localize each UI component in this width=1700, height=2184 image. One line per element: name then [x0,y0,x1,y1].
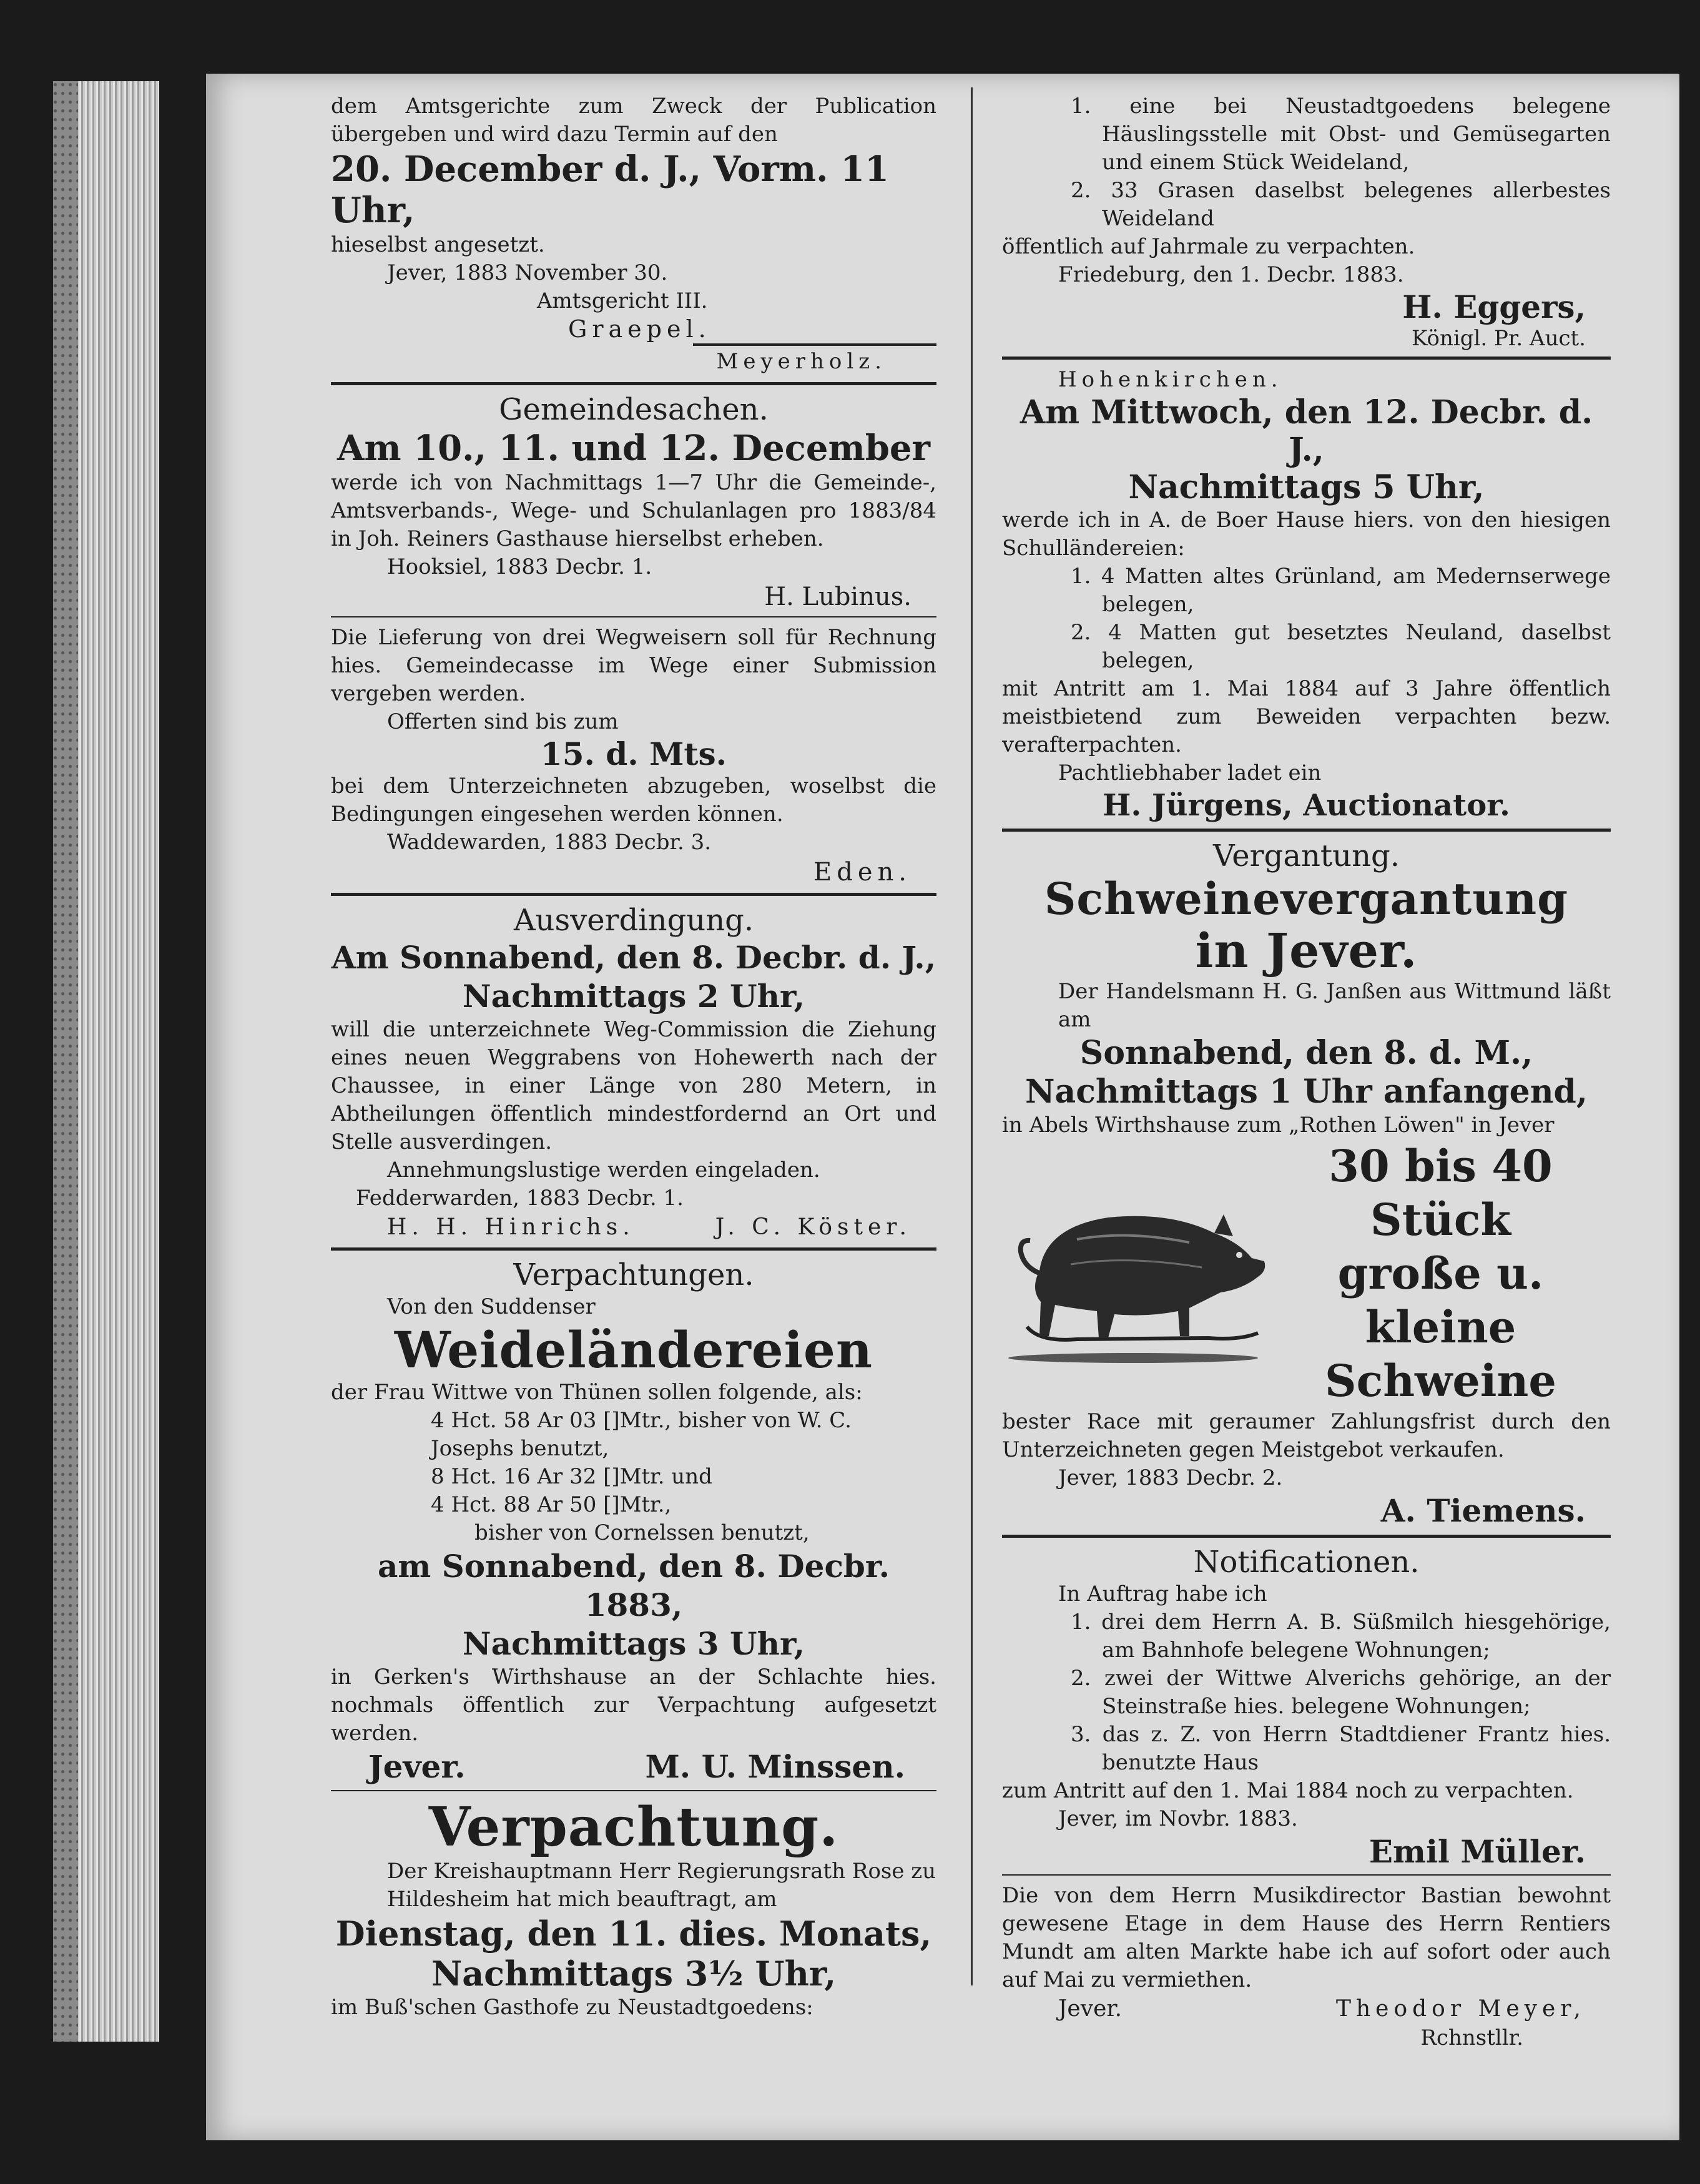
hohenkirchen-invite: Pachtliebhaber ladet ein [1058,760,1322,785]
notificationen-item-1: 1. drei dem Herrn A. B. Süßmilch hiesgehörige, am Bahnhofe belegene Wohnungen; [1071,1610,1611,1663]
friedeburg-signer-title: Königl. Pr. Auct. [1412,326,1586,351]
hohenkirchen-text: werde ich in A. de Boer Hause hiers. von den hiesigen Schulländereien: [1002,508,1611,561]
hohenkirchen-section [1002,366,1611,824]
verpachtungen-item-2: 8 Hct. 16 Ar 32 []Mtr. und [431,1464,712,1489]
verpachtungen-item-1: 4 Hct. 58 Ar 03 []Mtr., bisher von W. C. Josephs benutzt, [431,1408,852,1461]
column-divider [971,87,973,1985]
friedeburg-place: Friedeburg, den 1. Decbr. 1883. [1058,262,1404,287]
hohenkirchen-item-2: 2. 4 Matten gut besetztes Neuland, daselbst belegen, [1071,620,1611,673]
ausverdingung-date1: Am Sonnabend, den 8. Decbr. d. J., [331,939,936,976]
ausverdingung-section [331,902,936,1242]
notice-date: 20. December d. J., Vorm. 11 Uhr, [331,149,890,231]
vergantung-title1: Schweinevergantung [1044,873,1569,925]
etage-signer: Theodor Meyer, [1335,1996,1586,2022]
verpachtungen-item-3: 4 Hct. 88 Ar 50 []Mtr., [431,1492,672,1517]
ausverdingung-signer2: J. C. Köster. [715,1214,911,1240]
notificationen-text: zum Antritt auf den 1. Mai 1884 noch zu verpachten. [1002,1778,1574,1803]
etage-section [1002,1882,1611,2052]
vergantung-big2: große u. kleine [1337,1247,1544,1353]
etage-text: Die von dem Herrn Musikdirector Bastian bewohnt gewesene Etage in dem Hause des Herrn Rentiers Mundt am alten Markte habe ich auf sofort oder auch auf Mai zu vermiethen. [1002,1883,1611,1992]
wegweiser-date: 15. d. Mts. [540,735,727,772]
wegweiser-text2: bei dem Unterzeichneten abzugeben, woselbst die Bedingungen eingesehen werden können. [331,774,936,827]
friedeburg-signer: H. Eggers, [1402,288,1586,325]
notificationen-intro: In Auftrag habe ich [1058,1581,1267,1606]
verpachtungen-text2: in Gerken's Wirthshause an der Schlachte hies. nochmals öffentlich zur Verpachtung aufgesetzt werden. [331,1665,936,1746]
hohenkirchen-place-head: Hohenkirchen. [1058,367,1283,392]
verpachtung-text2: im Buß'schen Gasthofe zu Neustadtgoedens: [331,1995,813,2020]
verpachtung-title: Verpachtung. [428,1796,839,1859]
section-rule [1002,829,1611,832]
vergantung-section [1002,838,1611,1530]
hohenkirchen-signer: H. Jürgens, Auctionator. [1103,788,1510,823]
vergantung-signer: A. Tiemens. [1380,1492,1586,1529]
gemeinde-signer: H. Lubinus. [764,583,911,611]
vergantung-big1: 30 bis 40 Stück [1329,1140,1553,1246]
ausverdingung-signer1: H. H. Hinrichs. [387,1214,635,1240]
etage-signer-title: Rchnstllr. [1420,2025,1523,2050]
notificationen-heading: Notificationen. [1193,1545,1420,1580]
notice-signer1: Graepel. [568,315,711,343]
verpachtungen-sub: Von den Suddenser [387,1294,596,1319]
ausverdingung-place: Fedderwarden, 1883 Decbr. 1. [356,1186,684,1211]
section-rule [331,382,936,385]
verpachtung-date1: Dienstag, den 11. dies. Monats, [335,1914,932,1954]
section-rule [331,1790,936,1791]
hohenkirchen-item-1: 1. 4 Matten altes Grünland, am Medernserwege belegen, [1071,564,1611,617]
vergantung-heading: Vergantung. [1213,839,1400,873]
vergantung-date1: Sonnabend, den 8. d. M., [1079,1034,1533,1072]
hohenkirchen-text2: mit Antritt am 1. Mai 1884 auf 3 Jahre öffentlich meistbietend zum Beweiden verpachten bezw. verafterpachten. [1002,676,1611,757]
verpachtungen-place: Jever. [368,1748,466,1785]
notificationen-section [1002,1544,1611,1871]
verpachtungen-title: Weideländereien [394,1321,873,1379]
vergantung-place: Jever, 1883 Decbr. 2. [1058,1465,1283,1490]
verpachtungen-item-4: bisher von Cornelssen benutzt, [474,1520,810,1545]
etage-signers [1002,1994,1611,2024]
verpachtung-date2: Nachmittags 3½ Uhr, [431,1954,837,1994]
notice-text: dem Amtsgerichte zum Zweck der Publication übergeben und wird dazu Termin auf den [331,94,936,147]
vergantung-big3: Schweine [1325,1355,1556,1407]
pig-row [1002,1139,1611,1408]
verpachtungen-signer: M. U. Minssen. [645,1748,905,1785]
vergantung-title2: in Jever. [1195,923,1418,978]
verpachtungen-section [331,1257,936,1786]
vergantung-text2: in Abels Wirthshause zum „Rothen Löwen" in Jever [1002,1113,1555,1138]
vergantung-date2: Nachmittags 1 Uhr anfangend, [1025,1073,1588,1111]
gemeinde-heading: Gemeindesachen. [499,392,769,427]
ausverdingung-signers [331,1213,936,1242]
vergantung-text: Der Handelsmann H. G. Janßen aus Wittmund läßt am [1058,979,1611,1032]
notificationen-item-2: 2. zwei der Wittwe Alverichs gehörige, an der Steinstraße hies. belegene Wohnungen; [1071,1666,1611,1719]
book-edge-speckle [53,81,78,2042]
pig-headline [1270,1139,1611,1408]
notificationen-place: Jever, im Novbr. 1883. [1058,1806,1298,1831]
pig-illustration [1002,1183,1270,1364]
gemeinde-dates: Am 10., 11. und 12. December [337,428,930,469]
notice-signer2: Meyerholz. [716,349,887,374]
ausverdingung-date2: Nachmittags 2 Uhr, [462,978,805,1015]
ausverdingung-invite: Annehmungslustige werden eingeladen. [387,1158,820,1183]
top-notice [331,92,936,377]
notificationen-signer: Emil Müller. [1368,1833,1586,1870]
wegweiser-section [331,624,936,888]
etage-place: Jever. [1058,1996,1123,2022]
section-rule [331,1247,936,1251]
left-column [331,92,936,2022]
verpachtungen-date2: Nachmittags 3 Uhr, [462,1625,805,1662]
verpachtungen-date1: am Sonnabend, den 8. Decbr. 1883, [377,1548,890,1623]
friedeburg-text: öffentlich auf Jahrmale zu verpachten. [1002,234,1415,259]
wegweiser-signer: Eden. [813,858,911,887]
gemeinde-section [331,391,936,612]
notificationen-item-3: 3. das z. Z. von Herrn Stadtdiener Frantz hies. benutzte Haus [1071,1722,1611,1775]
friedeburg-item-1: 1. eine bei Neustadtgoedens belegene Häuslingsstelle mit Obst- und Gemüsegarten und einem Stück Weideland, [1071,94,1611,175]
section-rule [1002,357,1611,360]
hohenkirchen-date1: Am Mittwoch, den 12. Decbr. d. J., [1020,393,1593,469]
ausverdingung-text: will die unterzeichnete Weg-Commission die Ziehung eines neuen Weggrabens von Hohewerth nach der Chaussee, in einer Länge von 280 Metern, in Abtheilungen öffentlich mindestfordernd an Ort und Stelle ausverdingen. [331,1017,936,1154]
gemeinde-place: Hooksiel, 1883 Decbr. 1. [387,554,652,579]
section-rule [1002,1535,1611,1538]
vergantung-text3: bester Race mit geraumer Zahlungsfrist durch den Unterzeichneten gegen Meistgebot verkaufen. [1002,1409,1611,1462]
verpachtungen-text: der Frau Wittwe von Thünen sollen folgende, als: [331,1380,863,1405]
wegweiser-offer: Offerten sind bis zum [387,709,619,734]
notice-text2: hieselbst angesetzt. [331,232,545,257]
notice-court: Amtsgericht III. [537,288,708,313]
right-column [1002,92,1611,2052]
friedeburg-item-2: 2. 33 Grasen daselbst belegenes allerbestes Weideland [1071,178,1611,231]
wegweiser-text: Die Lieferung von drei Wegweisern soll für Rechnung hies. Gemeindecasse im Wege einer Submission vergeben werden. [331,625,936,706]
verpachtung-section [331,1798,936,2022]
section-rule [1002,1874,1611,1876]
section-rule [331,893,936,896]
verpachtungen-signers [331,1748,936,1786]
notice-place: Jever, 1883 November 30. [387,260,668,285]
gemeinde-text: werde ich von Nachmittags 1—7 Uhr die Gemeinde-, Amtsverbands-, Wege- und Schulanlagen pro 1883/84 in Joh. Reiners Gasthause hierselbst erheben. [331,470,936,551]
verpachtung-text: Der Kreishauptmann Herr Regierungsrath Rose zu Hildesheim hat mich beauftragt, am [387,1859,936,1912]
verpachtungen-heading: Verpachtungen. [513,1257,754,1292]
friedeburg-section [1002,92,1611,352]
wegweiser-place: Waddewarden, 1883 Decbr. 3. [387,830,712,855]
hohenkirchen-date2: Nachmittags 5 Uhr, [1128,468,1485,506]
ausverdingung-heading: Ausverdingung. [513,903,754,938]
section-rule [331,616,936,617]
